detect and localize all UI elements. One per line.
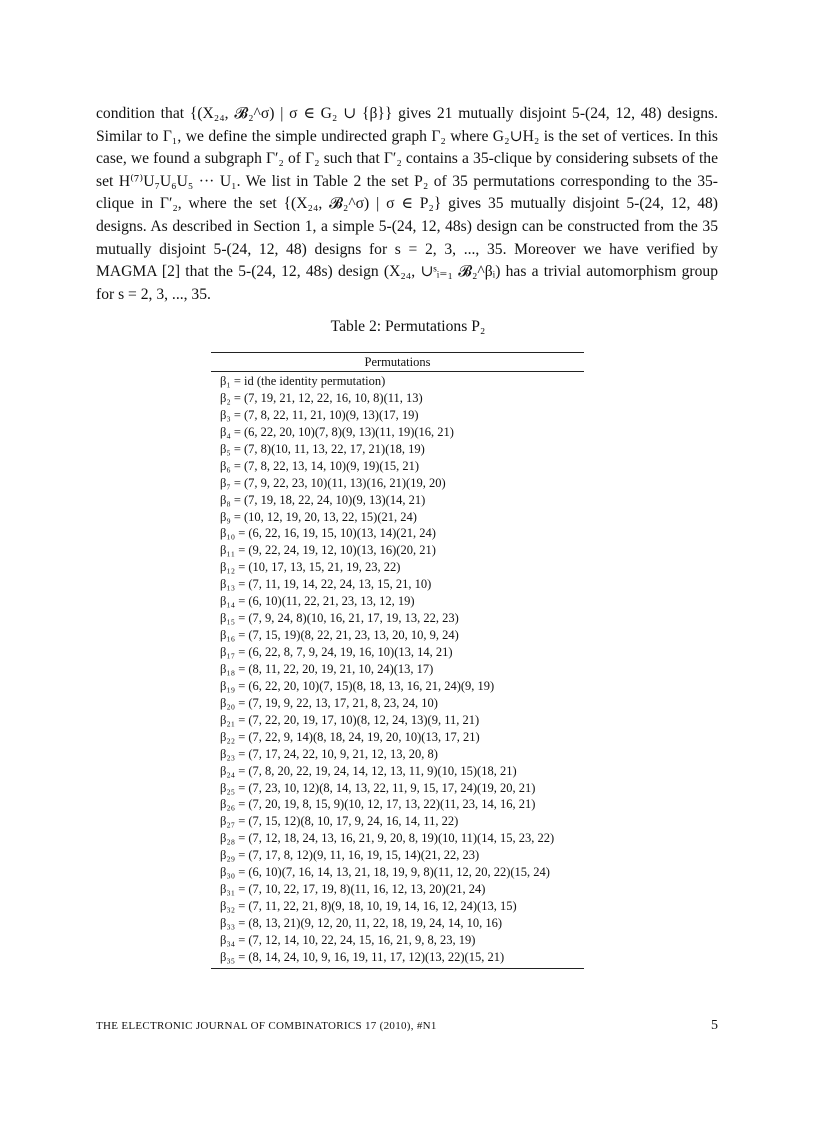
- table-row: β₂₀ = (7, 19, 9, 22, 13, 17, 21, 8, 23, 24, 10): [220, 695, 438, 710]
- table-caption: Table 2: Permutations P₂: [330, 318, 486, 335]
- footer-journal: THE ELECTRONIC JOURNAL OF COMBINATORICS 17 (2010), #N1: [96, 1020, 437, 1032]
- table-row: β₂₁ = (7, 22, 20, 19, 17, 10)(8, 12, 24, 13)(9, 11, 21): [220, 712, 480, 727]
- table-row: β₁₀ = (6, 22, 16, 19, 15, 10)(13, 14)(21, 24): [220, 526, 436, 541]
- table-row: β₂₈ = (7, 12, 18, 24, 13, 16, 21, 9, 20, 8, 19)(10, 11)(14, 15, 23, 22): [220, 831, 555, 846]
- body-paragraph: condition that {(X₂₄, 𝓑₂^σ) | σ ∈ G₂ ∪ {β}} gives 21 mutually disjoint 5-(24, 12, 48) designs. Similar to Γ₁, we define the simple undirected graph Γ₂ where G₂∪H₂ is the set of vertices. In this case, we found a subgraph Γ′₂ of Γ₂ such that Γ′₂ contains a 35-clique by considering subsets of the set H⁽⁷⁾U₇U₆U₅ ··· U₁. We list in Table 2 the set P₂ of 35 permutations corresponding to the 35-clique in Γ′₂, where the set {(X₂₄, 𝓑₂^σ) | σ ∈ P₂} gives 35 mutually disjoint 5-(24, 12, 48) designs. As described in Section 1, a simple 5-(24, 12, 48s) design can be constructed from the 35 mutually disjoint 5-(24, 12, 48) designs for s = 2, 3, ..., 35. Moreover we have verified by MAGMA [2] that the 5-(24, 12, 48s) design (X₂₄, ∪ˢᵢ₌₁ 𝓑₂^βᵢ) has a trivial automorphism group for s = 2, 3, ..., 35.: [96, 105, 718, 303]
- table-row: β₄ = (6, 22, 20, 10)(7, 8)(9, 13)(11, 19)(16, 21): [220, 424, 454, 439]
- table-row: β₃₂ = (7, 11, 22, 21, 8)(9, 18, 10, 19, 14, 16, 12, 24)(13, 15): [220, 899, 517, 914]
- table-row: β₃₀ = (6, 10)(7, 16, 14, 13, 21, 18, 19, 9, 8)(11, 12, 20, 22)(15, 24): [220, 865, 550, 880]
- table-row: β₂₉ = (7, 17, 8, 12)(9, 11, 16, 19, 15, 14)(21, 22, 23): [220, 848, 480, 863]
- table-row: β₈ = (7, 19, 18, 22, 24, 10)(9, 13)(14, 21): [220, 492, 426, 507]
- table-row: β₁₇ = (6, 22, 8, 7, 9, 24, 19, 16, 10)(13, 14, 21): [220, 645, 453, 659]
- permutations-table: [211, 352, 584, 969]
- table-row: β₂₅ = (7, 23, 10, 12)(8, 14, 13, 22, 11, 9, 15, 17, 24)(19, 20, 21): [220, 780, 536, 795]
- table-row: β₂₂ = (7, 22, 9, 14)(8, 18, 24, 19, 20, 10)(13, 17, 21): [220, 729, 480, 744]
- table-row: β₁₃ = (7, 11, 19, 14, 22, 24, 13, 15, 21, 10): [220, 577, 432, 592]
- table-row: β₁₉ = (6, 22, 20, 10)(7, 15)(8, 18, 13, 16, 21, 24)(9, 19): [220, 678, 495, 693]
- table-bottom-rule: [211, 968, 584, 969]
- table-row: β₁₆ = (7, 15, 19)(8, 22, 21, 23, 13, 20, 10, 9, 24): [220, 628, 459, 643]
- table-row: β₆ = (7, 8, 22, 13, 14, 10)(9, 19)(15, 21): [220, 458, 419, 473]
- table-row: β₃₁ = (7, 10, 22, 17, 19, 8)(11, 16, 12, 13, 20)(21, 24): [220, 882, 486, 897]
- table-row: β₃₅ = (8, 14, 24, 10, 9, 16, 19, 11, 17, 12)(13, 22)(15, 21): [220, 949, 505, 964]
- table-row: β₇ = (7, 9, 22, 23, 10)(11, 13)(16, 21)(19, 20): [220, 475, 446, 490]
- table-row: β₉ = (10, 12, 19, 20, 13, 22, 15)(21, 24): [220, 509, 417, 524]
- table-row: β₁₄ = (6, 10)(11, 22, 21, 23, 13, 12, 19): [220, 594, 415, 609]
- table-row: β₂₃ = (7, 17, 24, 22, 10, 9, 21, 12, 13, 20, 8): [220, 746, 438, 761]
- table-row: β₃₄ = (7, 12, 14, 10, 22, 24, 15, 16, 21, 9, 8, 23, 19): [220, 932, 476, 947]
- table-row: β₃₃ = (8, 13, 21)(9, 12, 20, 11, 22, 18, 19, 24, 14, 10, 16): [220, 916, 503, 930]
- table-body: [211, 372, 584, 968]
- table-row: β₃ = (7, 8, 22, 11, 21, 10)(9, 13)(17, 19): [220, 407, 419, 422]
- table-row: β₅ = (7, 8)(10, 11, 13, 22, 17, 21)(18, 19): [220, 441, 425, 456]
- table-row: β₁₁ = (9, 22, 24, 19, 12, 10)(13, 16)(20, 21): [220, 543, 436, 558]
- table-row: β₂ = (7, 19, 21, 12, 22, 16, 10, 8)(11, 13): [220, 390, 423, 405]
- table-row: β₂₆ = (7, 20, 19, 8, 15, 9)(10, 12, 17, 13, 22)(11, 23, 14, 16, 21): [220, 797, 536, 812]
- footer-page-number: 5: [711, 1018, 718, 1033]
- table-row: β₁₅ = (7, 9, 24, 8)(10, 16, 21, 17, 19, 13, 22, 23): [220, 611, 459, 626]
- table-row: β₂₇ = (7, 15, 12)(8, 10, 17, 9, 24, 16, 14, 11, 22): [220, 814, 459, 829]
- table-row: β₁₈ = (8, 11, 22, 20, 19, 21, 10, 24)(13, 17): [220, 661, 434, 676]
- table-row: β₁ = id (the identity permutation): [220, 374, 386, 388]
- table-row: β₁₂ = (10, 17, 13, 15, 21, 19, 23, 22): [220, 560, 401, 575]
- table-row: β₂₄ = (7, 8, 20, 22, 19, 24, 14, 12, 13, 11, 9)(10, 15)(18, 21): [220, 763, 517, 778]
- table-header: Permutations: [364, 355, 431, 369]
